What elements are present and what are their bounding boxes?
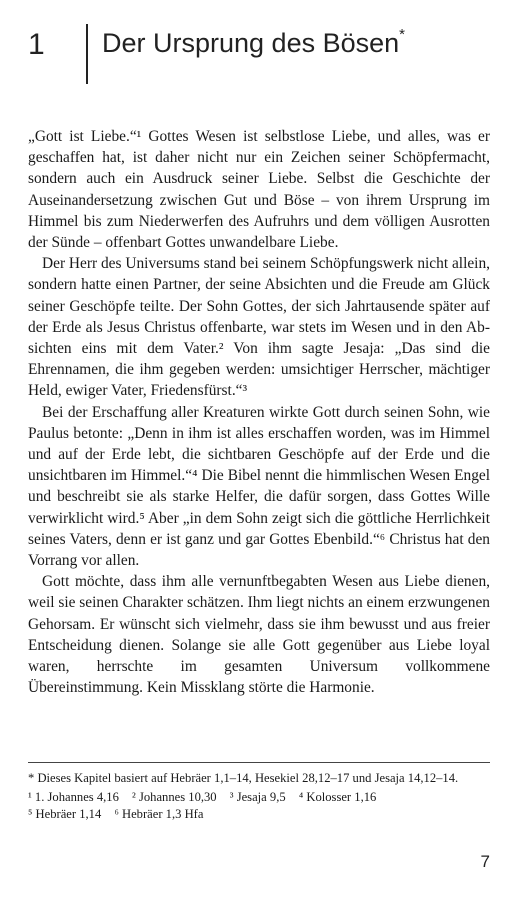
footnote-ref: ⁵ Hebräer 1,14: [28, 807, 102, 821]
chapter-divider: [86, 24, 88, 84]
footnote-refs-line-1: [28, 789, 490, 806]
footnote-ref: ³ Jesaja 9,5: [229, 790, 286, 804]
footnote-ref: ⁶ Hebräer 1,3 Hfa: [114, 807, 204, 821]
paragraph-3: Bei der Erschaffung aller Kreaturen wirkte Gott durch seinen Sohn, wie Paulus betonte: „Denn in ihm ist alles erschaffen worden, was im Himmel und auf der Erde lebt, die sichtbaren Geschöpfe auf der Erde und die unsichtbaren im Himmel.“⁴ Die Bibel nennt die himmlischen Wesen Engel und beschreibt sie als starke Helfer, die dafür sorgen, dass Gottes Wille verwirklicht wird.⁵ Aber „in dem Sohn zeigt sich die göttliche Herrlichkeit seines Vaters, denn er ist ganz und gar Gottes Ebenbild.“⁶ Christus hat den Vorrang vor allen.: [28, 403, 490, 570]
paragraph-2: Der Herr des Universums stand bei seinem Schöpfungswerk nicht allein, sondern hatte einen Partner, der seine Absichten und die Freude am Glück seiner Geschöpfe teilte. Der Sohn Gottes, der sich Jahrtausende später auf der Erde als Jesus Christus offenbarte, war stets im Wesen und in den Absichten eins mit dem Vater.² Von ihm sagte Jesaja: „Das sind die Ehrennamen, die ihm gegeben werden: umsichtiger Herrscher, mächtiger Held, ewiger Vater, Friedensfürst.“³: [28, 255, 490, 400]
body-text: [28, 126, 490, 698]
footnote-ref: ² Johannes 10,30: [132, 790, 217, 804]
chapter-title-text: Der Ursprung des Bösen: [102, 28, 400, 58]
paragraph-1: „Gott ist Liebe.“¹ Gottes Wesen ist selbstlose Liebe, und alles, was er geschaffen hat, ist daher nicht nur ein Zeichen seiner Schöpfermacht, sondern auch ein Ausdruck seiner Liebe. Selbst die Geschichte der Auseinandersetzung zwischen Gut und Böse – von ihrem Ursprung im Himmel bis zum Niederwerfen des Aufruhrs und dem völligen Ausrotten der Sünde – offenbart Gottes unwandelbare Liebe.: [28, 128, 490, 252]
footnote-asterisk: * Dieses Kapitel basiert auf Hebräer 1,1–14, Hesekiel 28,12–17 und Jesaja 14,12–14.: [28, 771, 459, 785]
chapter-number: 1: [28, 28, 45, 61]
footnote-ref: ⁴ Kolosser 1,16: [298, 790, 377, 804]
footnote-ref: ¹ 1. Johannes 4,16: [28, 790, 119, 804]
chapter-header: [28, 24, 498, 84]
footnotes: [28, 770, 490, 823]
footnote-divider: [28, 762, 490, 763]
chapter-title: [102, 28, 405, 59]
chapter-title-asterisk: *: [399, 26, 405, 43]
footnote-refs-line-2: [28, 806, 490, 823]
paragraph-4: Gott möchte, dass ihm alle vernunftbegabten Wesen aus Liebe dienen, weil sie seinen Charakter schätzen. Ihm liegt nichts an einem erzwungenen Gehorsam. Er wünscht sich vielmehr, dass sie ihm bewusst und aus freier Entscheidung dienen. Solange sie alle Gott gegenüber aus Liebe loyal waren, herrschte im gesamten Universum vollkommene Übereinstimmung. Kein Missklang störte die Harmonie.: [28, 573, 490, 697]
page-number: 7: [480, 852, 490, 871]
